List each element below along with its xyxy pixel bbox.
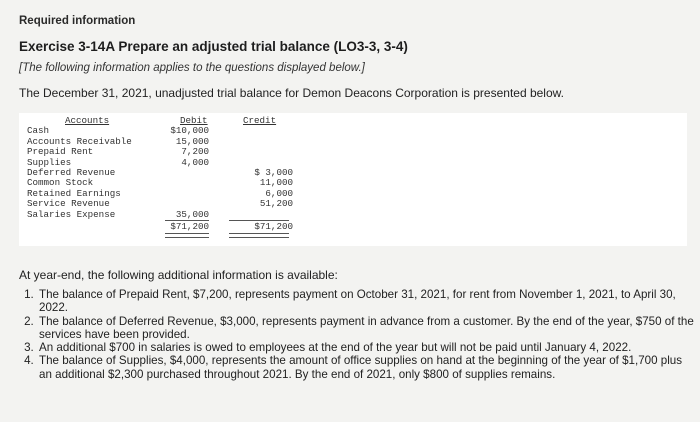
table-row	[25, 210, 295, 220]
account-name: Salaries Expense	[27, 208, 116, 220]
credit-value: 6,000	[265, 187, 293, 199]
column-header-accounts: Accounts	[65, 115, 110, 126]
totals-row	[25, 222, 295, 232]
list-item: 1. The balance of Prepaid Rent, $7,200, represents payment on October 31, 2021, for rent from November 1, 2021, to April 30, 2022.	[37, 288, 697, 315]
debit-value: 4,000	[181, 156, 209, 168]
account-name: Cash	[27, 125, 50, 137]
exercise-title: Exercise 3-14A Prepare an adjusted trial balance (LO3-3, 3-4)	[19, 39, 408, 54]
account-name: Prepaid Rent	[27, 146, 94, 158]
list-item: 4. The balance of Supplies, $4,000, represents the amount of office supplies on hand at the beginning of the year of $1,700 plus an additional $2,300 purchased throughout 2021. By the end of 2021, only $800 of supplies remains.	[37, 354, 697, 381]
column-header-credit: Credit	[243, 115, 277, 126]
debit-value: $10,000	[170, 125, 209, 137]
account-name: Service Revenue	[27, 198, 110, 210]
additional-info-heading: At year-end, the following additional information is available:	[19, 268, 338, 282]
list-item: 2. The balance of Deferred Revenue, $3,000, represents payment in advance from a customer. By the end of the year, $750 of the services have been provided.	[37, 315, 697, 342]
account-name: Deferred Revenue	[27, 167, 116, 178]
account-name: Accounts Receivable	[27, 135, 132, 147]
credit-total: $71,200	[254, 221, 293, 232]
account-name: Supplies	[27, 156, 72, 168]
debit-value: 35,000	[175, 208, 209, 220]
instruction-note: [The following information applies to the questions displayed below.]	[19, 62, 365, 74]
required-information-label: Required information	[19, 15, 136, 27]
credit-value: 11,000	[259, 177, 293, 189]
debit-value: 15,000	[175, 135, 209, 147]
account-name: Retained Earnings	[27, 187, 121, 199]
credit-double-rule	[229, 233, 289, 238]
debit-double-rule	[165, 233, 209, 238]
debit-total: $71,200	[170, 221, 209, 232]
debit-value: 7,200	[181, 146, 209, 158]
credit-value: $ 3,000	[254, 167, 293, 178]
credit-value: 51,200	[259, 198, 293, 210]
list-item: 3. An additional $700 in salaries is owed to employees at the end of the year but will not be paid until January 4, 2022.	[37, 341, 697, 354]
trial-balance-panel	[19, 113, 687, 246]
additional-info-list	[19, 288, 697, 381]
column-header-debit: Debit	[180, 115, 208, 126]
account-name: Common Stock	[27, 177, 94, 189]
intro-text: The December 31, 2021, unadjusted trial balance for Demon Deacons Corporation is presented below.	[19, 86, 564, 100]
